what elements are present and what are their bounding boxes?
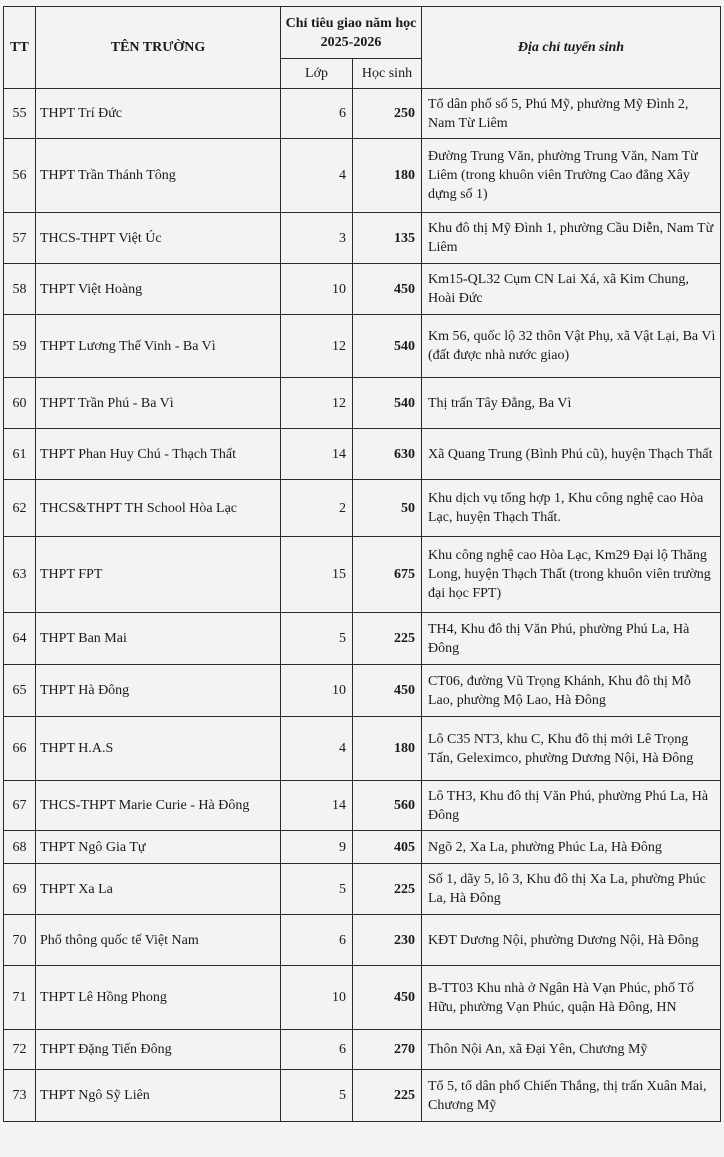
- header-students: Học sinh: [353, 59, 422, 89]
- enrollment-address: Lô TH3, Khu đô thị Văn Phú, phường Phú La, Hà Đông: [422, 781, 721, 831]
- student-count: 270: [353, 1030, 422, 1070]
- school-name: THPT Xa La: [36, 864, 281, 915]
- school-name: THPT Ngô Gia Tự: [36, 831, 281, 864]
- table-row: [4, 966, 721, 1030]
- enrollment-address: Thôn Nội An, xã Đại Yên, Chương Mỹ: [422, 1030, 721, 1070]
- student-count: 450: [353, 966, 422, 1030]
- class-count: 5: [281, 613, 353, 665]
- school-name: THPT Lê Hồng Phong: [36, 966, 281, 1030]
- row-index: 62: [4, 480, 36, 537]
- student-count: 225: [353, 613, 422, 665]
- enrollment-address: Tổ dân phố số 5, Phú Mỹ, phường Mỹ Đình 2, Nam Từ Liêm: [422, 89, 721, 139]
- class-count: 10: [281, 665, 353, 717]
- enrollment-address: Km 56, quốc lộ 32 thôn Vật Phụ, xã Vật Lại, Ba Vì (đất được nhà nước giao): [422, 315, 721, 378]
- header-classes: Lớp: [281, 59, 353, 89]
- table-row: [4, 915, 721, 966]
- student-count: 225: [353, 864, 422, 915]
- header-address: Địa chỉ tuyển sinh: [422, 7, 721, 89]
- student-count: 540: [353, 315, 422, 378]
- student-count: 230: [353, 915, 422, 966]
- class-count: 14: [281, 781, 353, 831]
- table-row: [4, 831, 721, 864]
- class-count: 5: [281, 864, 353, 915]
- table-row: [4, 429, 721, 480]
- table-row: [4, 89, 721, 139]
- student-count: 50: [353, 480, 422, 537]
- table-row: [4, 781, 721, 831]
- row-index: 73: [4, 1070, 36, 1122]
- class-count: 5: [281, 1070, 353, 1122]
- enrollment-address: Khu đô thị Mỹ Đình 1, phường Cầu Diễn, Nam Từ Liêm: [422, 213, 721, 264]
- row-index: 71: [4, 966, 36, 1030]
- enrollment-address: Thị trấn Tây Đằng, Ba Vì: [422, 378, 721, 429]
- student-count: 180: [353, 139, 422, 213]
- class-count: 12: [281, 378, 353, 429]
- table-row: [4, 139, 721, 213]
- school-name: THPT H.A.S: [36, 717, 281, 781]
- row-index: 67: [4, 781, 36, 831]
- class-count: 6: [281, 1030, 353, 1070]
- class-count: 6: [281, 89, 353, 139]
- table-row: [4, 264, 721, 315]
- school-name: THPT Trần Thánh Tông: [36, 139, 281, 213]
- table-row: [4, 1030, 721, 1070]
- row-index: 65: [4, 665, 36, 717]
- student-count: 250: [353, 89, 422, 139]
- school-name: THPT Đặng Tiến Đông: [36, 1030, 281, 1070]
- school-name: THCS-THPT Việt Úc: [36, 213, 281, 264]
- student-count: 540: [353, 378, 422, 429]
- row-index: 69: [4, 864, 36, 915]
- enrollment-address: Khu dịch vụ tổng hợp 1, Khu công nghệ cao Hòa Lạc, huyện Thạch Thất.: [422, 480, 721, 537]
- row-index: 58: [4, 264, 36, 315]
- enrollment-address: B-TT03 Khu nhà ở Ngân Hà Vạn Phúc, phố Tố Hữu, phường Vạn Phúc, quận Hà Đông, HN: [422, 966, 721, 1030]
- row-index: 59: [4, 315, 36, 378]
- enrollment-address: Đường Trung Văn, phường Trung Văn, Nam Từ Liêm (trong khuôn viên Trường Cao đẳng Xây dựng số 1): [422, 139, 721, 213]
- school-name: THPT Trí Đức: [36, 89, 281, 139]
- enrollment-address: Km15-QL32 Cụm CN Lai Xá, xã Kim Chung, Hoài Đức: [422, 264, 721, 315]
- enrollment-address: Tổ 5, tổ dân phố Chiến Thắng, thị trấn Xuân Mai, Chương Mỹ: [422, 1070, 721, 1122]
- row-index: 63: [4, 537, 36, 613]
- row-index: 56: [4, 139, 36, 213]
- table-row: [4, 717, 721, 781]
- school-name: THCS-THPT Marie Curie - Hà Đông: [36, 781, 281, 831]
- table-body: [4, 89, 721, 1122]
- header-quota: Chỉ tiêu giao năm học 2025-2026: [281, 7, 422, 59]
- row-index: 55: [4, 89, 36, 139]
- row-index: 57: [4, 213, 36, 264]
- enrollment-address: KĐT Dương Nội, phường Dương Nội, Hà Đông: [422, 915, 721, 966]
- row-index: 66: [4, 717, 36, 781]
- enrollment-address: Lô C35 NT3, khu C, Khu đô thị mới Lê Trọng Tấn, Geleximco, phường Dương Nội, Hà Đông: [422, 717, 721, 781]
- table-row: [4, 315, 721, 378]
- school-quota-table: [3, 6, 721, 1122]
- table-row: [4, 665, 721, 717]
- enrollment-address: Ngõ 2, Xa La, phường Phúc La, Hà Đông: [422, 831, 721, 864]
- enrollment-address: Số 1, dãy 5, lô 3, Khu đô thị Xa La, phường Phúc La, Hà Đông: [422, 864, 721, 915]
- school-name: THPT Ban Mai: [36, 613, 281, 665]
- table-row: [4, 537, 721, 613]
- row-index: 68: [4, 831, 36, 864]
- enrollment-address: Khu công nghệ cao Hòa Lạc, Km29 Đại lộ Thăng Long, huyện Thạch Thất (trong khuôn viên trường đại học FPT): [422, 537, 721, 613]
- class-count: 10: [281, 966, 353, 1030]
- table-row: [4, 378, 721, 429]
- enrollment-address: CT06, đường Vũ Trọng Khánh, Khu đô thị Mỗ Lao, phường Mộ Lao, Hà Đông: [422, 665, 721, 717]
- class-count: 6: [281, 915, 353, 966]
- student-count: 405: [353, 831, 422, 864]
- row-index: 61: [4, 429, 36, 480]
- class-count: 15: [281, 537, 353, 613]
- header-school-name: TÊN TRƯỜNG: [36, 7, 281, 89]
- row-index: 72: [4, 1030, 36, 1070]
- table-row: [4, 613, 721, 665]
- class-count: 12: [281, 315, 353, 378]
- table-row: [4, 864, 721, 915]
- school-name: Phổ thông quốc tế Việt Nam: [36, 915, 281, 966]
- row-index: 60: [4, 378, 36, 429]
- class-count: 2: [281, 480, 353, 537]
- class-count: 4: [281, 717, 353, 781]
- enrollment-address: Xã Quang Trung (Bình Phú cũ), huyện Thạch Thất: [422, 429, 721, 480]
- school-name: THPT FPT: [36, 537, 281, 613]
- class-count: 10: [281, 264, 353, 315]
- class-count: 14: [281, 429, 353, 480]
- student-count: 630: [353, 429, 422, 480]
- table-row: [4, 1070, 721, 1122]
- school-name: THPT Trần Phú - Ba Vì: [36, 378, 281, 429]
- table-row: [4, 213, 721, 264]
- table-row: [4, 480, 721, 537]
- school-name: THCS&THPT TH School Hòa Lạc: [36, 480, 281, 537]
- student-count: 225: [353, 1070, 422, 1122]
- row-index: 70: [4, 915, 36, 966]
- student-count: 135: [353, 213, 422, 264]
- student-count: 675: [353, 537, 422, 613]
- class-count: 4: [281, 139, 353, 213]
- school-name: THPT Hà Đông: [36, 665, 281, 717]
- row-index: 64: [4, 613, 36, 665]
- school-name: THPT Ngô Sỹ Liên: [36, 1070, 281, 1122]
- student-count: 450: [353, 264, 422, 315]
- enrollment-address: TH4, Khu đô thị Văn Phú, phường Phú La, Hà Đông: [422, 613, 721, 665]
- school-name: THPT Phan Huy Chú - Thạch Thất: [36, 429, 281, 480]
- student-count: 560: [353, 781, 422, 831]
- school-name: THPT Việt Hoàng: [36, 264, 281, 315]
- student-count: 180: [353, 717, 422, 781]
- class-count: 3: [281, 213, 353, 264]
- student-count: 450: [353, 665, 422, 717]
- header-tt: TT: [4, 7, 36, 89]
- school-name: THPT Lương Thế Vinh - Ba Vì: [36, 315, 281, 378]
- class-count: 9: [281, 831, 353, 864]
